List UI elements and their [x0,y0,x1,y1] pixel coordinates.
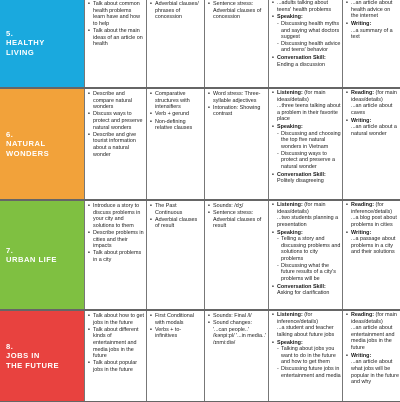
unit-title-line: WONDERS [6,148,50,158]
skill-line: - Talking about jobs you want to do in the future and how to get them [277,346,341,366]
skill-heading: Writing: [351,117,372,124]
skills-block [343,201,400,258]
skill-heading: Conversation Skill: [277,171,326,178]
pronunciation-cell [204,0,268,87]
skill-section [346,0,399,20]
unit-title-line: JOBS IN [6,351,40,361]
list-item: • Verb + gerund [150,111,202,118]
skill-heading: Writing: [351,229,372,236]
skill-section [272,312,341,338]
list-item: • Sentence stress: Adverbial clauses of result [208,210,266,230]
unit-title [6,342,59,370]
list-item: • Adverbial clauses of result [150,217,202,230]
skill-line: ...a student and teacher talking about future jobs [277,325,335,338]
skill-line: ...an article about what jobs will be popular in the future and why [351,359,399,386]
skill-focus: (for inference/details) [277,312,319,325]
skill-line: ...a passage about problems in a city and their solutions [351,236,396,256]
list-item: • Sound changes: '...can people..' /kənpi:pl/ '...in media..' /ɪnmi:diə/ [208,320,266,346]
unit-label [0,89,84,199]
skills-block [343,89,400,140]
objective-list [147,0,204,23]
unit-number: 8. [6,341,14,351]
objective-list [85,0,146,50]
unit-title-line: HEALTHY [6,38,45,48]
skill-line: ...an article about caves [351,103,393,116]
unit-title-line: THE FUTURE [6,360,60,370]
skill-section [346,230,399,256]
objective-list [85,89,146,161]
skill-focus: (for main ideas/details) [351,312,397,325]
skill-line: - Discussing ways to protect and preserve a natural wonder [277,151,341,171]
unit-title-line: LIVING [6,47,35,57]
list-item: • Non-defining relative clauses [150,119,202,132]
skill-section [346,90,399,116]
skill-heading: Speaking: [277,14,303,21]
list-item: • Adverbial clauses/ phrases of concession [150,1,202,21]
list-item: • Verbs + to-infinitives [150,327,202,340]
skill-line: ...an article about a natural wonder [351,124,397,137]
skill-line: - Discussing and choosing the top five natural wonders in Vietnam [277,131,341,151]
list-item: • Introduce a story to discuss problems in your city and solutions to them [88,203,144,229]
objective-list [205,89,268,121]
unit-number: 7. [6,245,14,255]
listening-speaking-cell [268,311,342,401]
skill-heading: Speaking: [277,229,303,236]
skill-section [272,0,341,13]
objective-list [147,201,204,233]
skill-line: - Discussing what the future results of a city's problems will be [277,263,341,283]
skill-heading: Reading: [351,90,375,96]
unit-label [0,311,84,401]
unit-label [0,201,84,309]
skill-heading: Speaking: [277,339,303,346]
unit-number: 6. [6,129,14,139]
list-item: • Describe and give tourist information about a natural wonder [88,132,144,158]
list-item: • Talk about common health problems learn have and how to help [88,1,144,27]
skills-block [269,201,342,299]
list-item: • Describe problems in cities and their impacts [88,230,144,250]
unit-row-natural-wonders [0,88,400,200]
list-item: • Talk about popular jobs in the future [88,360,144,373]
skill-line: - Discussing health myths and saying what doctors suggest [277,21,341,41]
skill-heading: Conversation Skill: [277,283,326,290]
skills-block [269,0,342,71]
objective-list [205,311,268,349]
grammar-cell [146,89,204,199]
skill-heading: Reading: [351,312,375,318]
list-item: • Intonation: Showing contrast [208,105,266,118]
skills-block [343,0,400,43]
skill-heading: Writing: [351,20,372,27]
skill-section [346,202,399,228]
skill-heading: Listening: [277,312,303,318]
listening-speaking-cell [268,0,342,87]
list-item: • Talk about the main ideas of an article on health [88,28,144,48]
list-item: • First Conditional with modals [150,313,202,326]
list-item: • Sentence stress: Adverbial clauses of concession [208,1,266,21]
skill-heading: Conversation Skill: [277,55,326,62]
skill-section [346,353,399,386]
reading-writing-cell [342,89,400,199]
skill-line: - Discussing health advice and teens' behavior [277,41,341,54]
skill-focus: (for main ideas/details) [277,202,326,215]
skill-line: ...an article about entertainment and media jobs in the future [351,325,395,351]
objectives-cell [84,201,146,309]
unit-title-line: NATURAL [6,139,46,149]
list-item: • Discuss ways to protect and preserve natural wonders [88,111,144,131]
skill-heading: Listening: [277,202,303,208]
skill-section [346,118,399,138]
objective-list [147,89,204,134]
skill-line: Politely disagreeing [277,178,324,185]
listening-speaking-cell [268,89,342,199]
unit-title [6,130,49,158]
unit-number: 5. [6,28,14,38]
grammar-cell [146,201,204,309]
unit-row-jobs-future [0,310,400,402]
skill-section [346,21,399,41]
list-item: • Word stress: Three-syllable adjectives [208,91,266,104]
list-item: • Talk about problems in a city [88,250,144,263]
grammar-cell [146,311,204,401]
unit-row-urban-life [0,200,400,310]
skill-focus: (for main ideas/details) [277,90,326,103]
objective-list [205,0,268,23]
pronunciation-cell [204,89,268,199]
skill-section [272,284,341,297]
skill-section [272,55,341,68]
list-item: • The Past Continuous [150,203,202,216]
skill-line: Asking for clarification [277,290,330,297]
skills-block [343,311,400,388]
pronunciation-cell [204,201,268,309]
list-item: • Talk about how to get jobs in the future [88,313,144,326]
skill-line: - Telling a story and discussing problems and solutions to city problems [277,236,341,262]
unit-label [0,0,84,87]
list-item: • Describe and compare natural wonders [88,91,144,111]
skill-section [272,230,341,283]
reading-writing-cell [342,311,400,401]
objective-list [147,311,204,343]
skill-line: ...a blog post about problems in cities [351,215,397,228]
skill-focus: (for inference/details) [351,202,393,215]
objective-list [85,201,146,266]
listening-speaking-cell [268,201,342,309]
list-item: • Talk about different kinds of entertainment and media jobs in the future [88,327,144,360]
skill-section [272,124,341,170]
skill-line: Ending a discussion [277,61,325,68]
skill-section [272,202,341,228]
skill-heading: Reading: [351,202,375,208]
objective-list [85,311,146,376]
skill-line: ...three teens talking about a problem in their favorite place [277,103,341,123]
skill-heading: Writing: [351,352,372,359]
skill-line: - Discussing future jobs in entertainment and media [277,366,341,379]
skill-line: ...two students planning a presentation [277,215,339,228]
skill-section [346,312,399,352]
list-item: • Sounds: Final /l/ [208,313,266,320]
objectives-cell [84,89,146,199]
skills-block [269,311,342,381]
objectives-cell [84,0,146,87]
unit-row-healthy-living [0,0,400,88]
skill-heading: Speaking: [277,124,303,131]
objectives-cell [84,311,146,401]
skill-line: • ...adults talking about teens' health problems [277,0,332,13]
list-item: • Sounds: /dʒ/ [208,203,266,210]
skill-section [272,90,341,123]
skill-line: ...a summary of a text [351,27,393,41]
skill-line: • ...an article about health advice on the internet [351,0,393,20]
skills-block [269,89,342,187]
grammar-cell [146,0,204,87]
skill-heading: Listening: [277,90,303,96]
objective-list [205,201,268,233]
pronunciation-cell [204,311,268,401]
skill-focus: (for main ideas/details) [351,90,397,103]
skill-section [272,172,341,185]
reading-writing-cell [342,0,400,87]
skill-section [272,340,341,380]
skill-section [272,14,341,54]
unit-title [6,246,57,265]
unit-title [6,29,45,57]
reading-writing-cell [342,201,400,309]
list-item: • Comparative structures with intensifiers [150,91,202,111]
unit-title-line: URBAN LIFE [6,255,57,264]
